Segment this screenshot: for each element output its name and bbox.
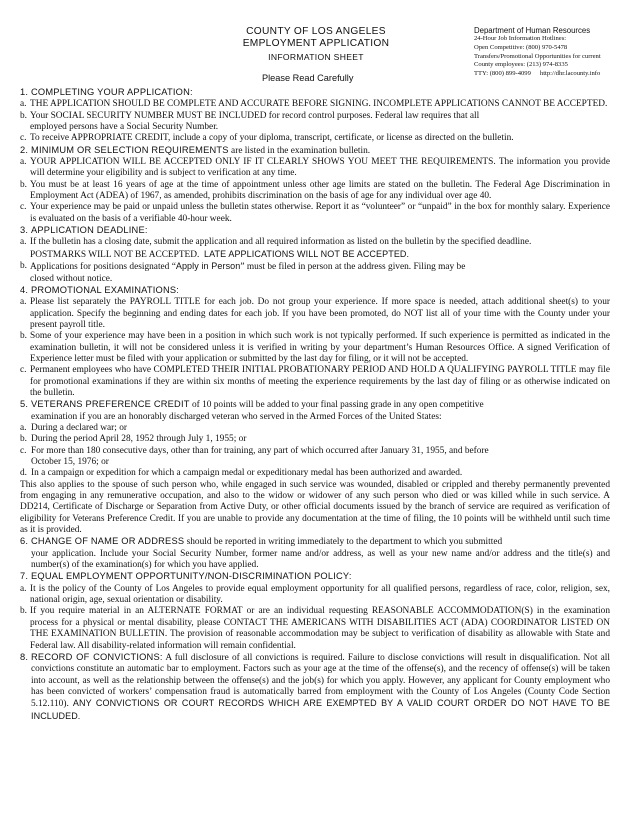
section-heading: EQUAL EMPLOYMENT OPPORTUNITY/NON-DISCRIMINATION POLICY: [31,571,352,582]
section-completing-application [20,87,610,145]
section-veterans-preference [20,399,610,536]
item-text: employed persons have a Social Security Number. [30,122,219,133]
section-heading: PROMOTIONAL EXAMINATIONS: [31,284,180,295]
item-marker: a. [20,157,27,168]
veterans-paragraph: This also applies to the spouse of such person who, while engaged in such service was wounded, disabled or crippled and thereby permanently prevented from engaging in any remunerative occupation, and also to the widow or widower of any such person who died or was killed while in such service. A DD214, Certificate of Discharge or Separation from Active Duty, or other official documents issued by the branch of service are required as verification of eligibility for Veterans Preference Credit. If you are unable to provide any documentation at the time of filing, the 10 points will be withheld until such time as it is provided. [20,479,610,536]
section-number: 4. [20,284,29,295]
item-marker: b. [20,261,28,272]
section-minimum-requirements [20,145,610,225]
department-contact-block [474,26,634,79]
item-marker: b. [20,179,28,190]
item-marker: a. [20,422,27,433]
item-text: Some of your experience may have been in a position in which such work is not typically performed. If such experience is permitted as indicated in the examination bulletin, it will not be considered unless it is verified in writing by your department’s Human Resources Office. A signed Verification of Experience letter must be filed with your application or submitted by the last day for filing, or it will not be accepted. [30,331,610,364]
section-application-deadline [20,225,610,285]
section-number: 6. [20,536,29,547]
item-marker: b. [20,331,28,342]
item-text: THE APPLICATION SHOULD BE COMPLETE AND ACCURATE BEFORE SIGNING. INCOMPLETE APPLICATIONS CANNOT BE ACCEPTED. [30,99,608,110]
list-item [20,99,610,110]
item-text: To receive APPROPRIATE CREDIT, include a copy of your diploma, transcript, certificate, or license as directed on the bulletin. [30,133,514,144]
section-heading-rest: should be reported in writing immediately to the department to which you submitted [184,537,503,548]
item-text: closed without notice. [30,273,113,284]
item-marker: c. [20,445,27,456]
item-text: In a campaign or expedition for which a campaign medal or expeditionary medal has been authorized and awarded. [31,468,463,479]
section-heading-rest: of 10 points will be added to your final passing grade in any open competitive [189,400,484,411]
section-heading: CHANGE OF NAME OR ADDRESS [31,536,185,547]
list-item [20,446,610,469]
form-subtitle: INFORMATION SHEET [268,51,364,62]
item-text: Please list separately the PAYROLL TITLE for each job. Do not group your experience. If more space is needed, attach additional sheet(s) to your application. Specify the beginning and ending dates for each job. If you have been promoted, do NOT list all of your time with the County under your present payroll title. [30,297,610,330]
dhr-url: http://dhr.lacounty.info [539,70,601,78]
item-text: During the period April 28, 1952 through July 1, 1955; or [31,434,247,445]
section-number: 5. [20,399,29,410]
list-item [20,237,610,261]
item-marker: c. [20,365,27,376]
section-text: your application. Include your Social Security Number, former name and/or address, as well as your new name and/or address and the title(s) and number(s) of the examination(s) for which you have applied. [31,548,610,571]
open-competitive-phone: Open Competitive: (800) 970-5478 [474,43,568,51]
item-marker: a. [20,297,27,308]
list-item [20,423,610,434]
list-item [20,606,610,651]
list-item [20,202,610,225]
tty-phone: TTY: (800) 899-4099 [474,70,531,78]
section-number: 3. [20,225,29,236]
item-marker: a. [20,583,27,594]
item-text: If the bulletin has a closing date, submit the application and all required information as listed on the bulletin by the specified deadline. [30,237,532,248]
item-text: Your SOCIAL SECURITY NUMBER MUST BE INCLUDED for record control purposes. Federal law requires that all [30,110,480,121]
list-item [20,365,610,399]
item-text: YOUR APPLICATION WILL BE ACCEPTED ONLY IF IT CLEARLY SHOWS YOU MEET THE REQUIREMENTS. The information you provide will determine your eligibility and is subject to verification at any time. [30,157,610,179]
item-marker: a. [20,237,27,248]
item-text: It is the policy of the County of Los Angeles to provide equal employment opportunity for all qualified persons, regardless of race, color, religion, sex, national origin, age, sexual orientation or disability. [30,583,610,606]
item-marker: c. [20,202,27,213]
department-name: Department of Human Resources [474,26,591,35]
section-text: examination if you are an honorably discharged veteran who served in the Armed Forces of the United States: [31,411,442,422]
section-number: 8. [20,651,29,662]
item-text: ” must be filed in person at the address given. Filing may be [240,262,466,273]
item-marker: d. [20,468,28,479]
item-marker: a. [20,99,27,110]
exempted-records-notice: ANY CONVICTIONS OR COURT RECORDS WHICH ARE EXEMPTED BY A VALID COURT ORDER DO NOT HAVE TO BE INCLUDED. [31,698,611,721]
read-carefully-note: Please Read Carefully [262,73,354,83]
list-item [20,468,610,479]
section-number: 1. [20,87,29,97]
list-item [20,133,610,144]
item-text: Your experience may be paid or unpaid unless the bulletin states otherwise. Report it as “volunteer” or “unpaid” in the box for monthly salary. Experience is evaluated on the basis of a verifiable 40-hour week. [30,202,610,224]
item-text: If you require material in an ALTERNATE FORMAT or are an individual requesting REASONABLE ACCOMMODATION(S) in the examination process for a physical or mental disability, please CONTACT THE AMERICANS WITH DISABILITIES ACT (ADA) COORDINATOR LISTED ON THE EXAMINATION BULLETIN. The provision of reasonable accommodation may be subject to verification of disability as allowable with State and Federal law. All disability-related information will remain confidential. [30,606,610,651]
list-item [20,584,610,607]
item-text: For more than 180 consecutive days, other than for training, any part of which occurred after January 31, 1955, and before [31,445,489,456]
item-text: Permanent employees who have COMPLETED THEIR INITIAL PROBATIONARY PERIOD AND HOLD A QUALIFYING PAYROLL TITLE may file for promotional examinations if they are within six months of meeting the experience requirements by the last day of filing or as otherwise indicated on the bulletin. [30,365,610,398]
late-applications-notice: LATE APPLICATIONS WILL NOT BE ACCEPTED. [204,248,410,259]
list-item [20,111,610,134]
transfers-line: Transfers/Promotional Opportunities for current [474,52,601,60]
form-title-block [200,26,432,63]
section-heading-rest: are listed in the examination bulletin. [228,145,371,156]
section-heading: COMPLETING YOUR APPLICATION: [31,87,193,97]
list-item [20,434,610,445]
item-text: You must be at least 16 years of age at the time of appointment unless other age limits are stated on the bulletin. The Federal Age Discrimination in Employment Act (ADEA) of 1967, as amended, prohibits discrimination on the basis of age for any individual over age 40. [30,179,610,202]
list-item [20,180,610,203]
section-text: A full disclosure of all convictions is required. Failure to disclose convictions will result in disqualification. Not all convictions constitute an automatic bar to employment. Factors such as your age at the time of the offense(s), and the recency of offense(s) will be taken into account, as well as the relationship between the offense(s) and the job(s) for which you apply. However, any applicant for County employment who has been convicted of workers’ compensation fraud is automatically barred from employment with the County of Los Angeles (County Code Section 5.12.110). [31,652,610,710]
item-text: Applications for positions designated “ [30,262,176,273]
section-equal-employment [20,571,610,651]
section-heading: VETERANS PREFERENCE CREDIT [31,399,190,410]
section-change-of-name-address [20,536,610,571]
item-marker: b. [20,434,28,445]
section-heading: RECORD OF CONVICTIONS: [31,651,163,662]
section-promotional-examinations [20,285,610,399]
section-heading: APPLICATION DEADLINE: [31,225,148,236]
item-text: POSTMARKS WILL NOT BE ACCEPTED. [30,249,200,260]
item-marker: b. [20,110,28,121]
section-record-of-convictions [20,652,610,723]
county-name: COUNTY OF LOS ANGELES [246,26,386,37]
item-text: During a declared war; or [31,422,127,433]
list-item [20,331,610,365]
form-title: EMPLOYMENT APPLICATION [242,38,390,50]
county-employees-phone: County employees: (213) 974-8335 [474,61,568,69]
hotline-label: 24-Hour Job Information Hotlines: [474,35,567,42]
tty-line [474,70,634,79]
list-item [20,157,610,180]
item-marker: c. [20,133,27,144]
list-item [20,297,610,331]
instructions-body [20,87,610,723]
apply-in-person-label: Apply in Person [175,261,241,272]
list-item [20,261,610,285]
section-number: 2. [20,144,29,155]
section-heading: MINIMUM OR SELECTION REQUIREMENTS [31,144,229,155]
item-marker: b. [20,606,28,617]
section-number: 7. [20,571,29,582]
item-text: October 15, 1976; or [31,457,109,467]
